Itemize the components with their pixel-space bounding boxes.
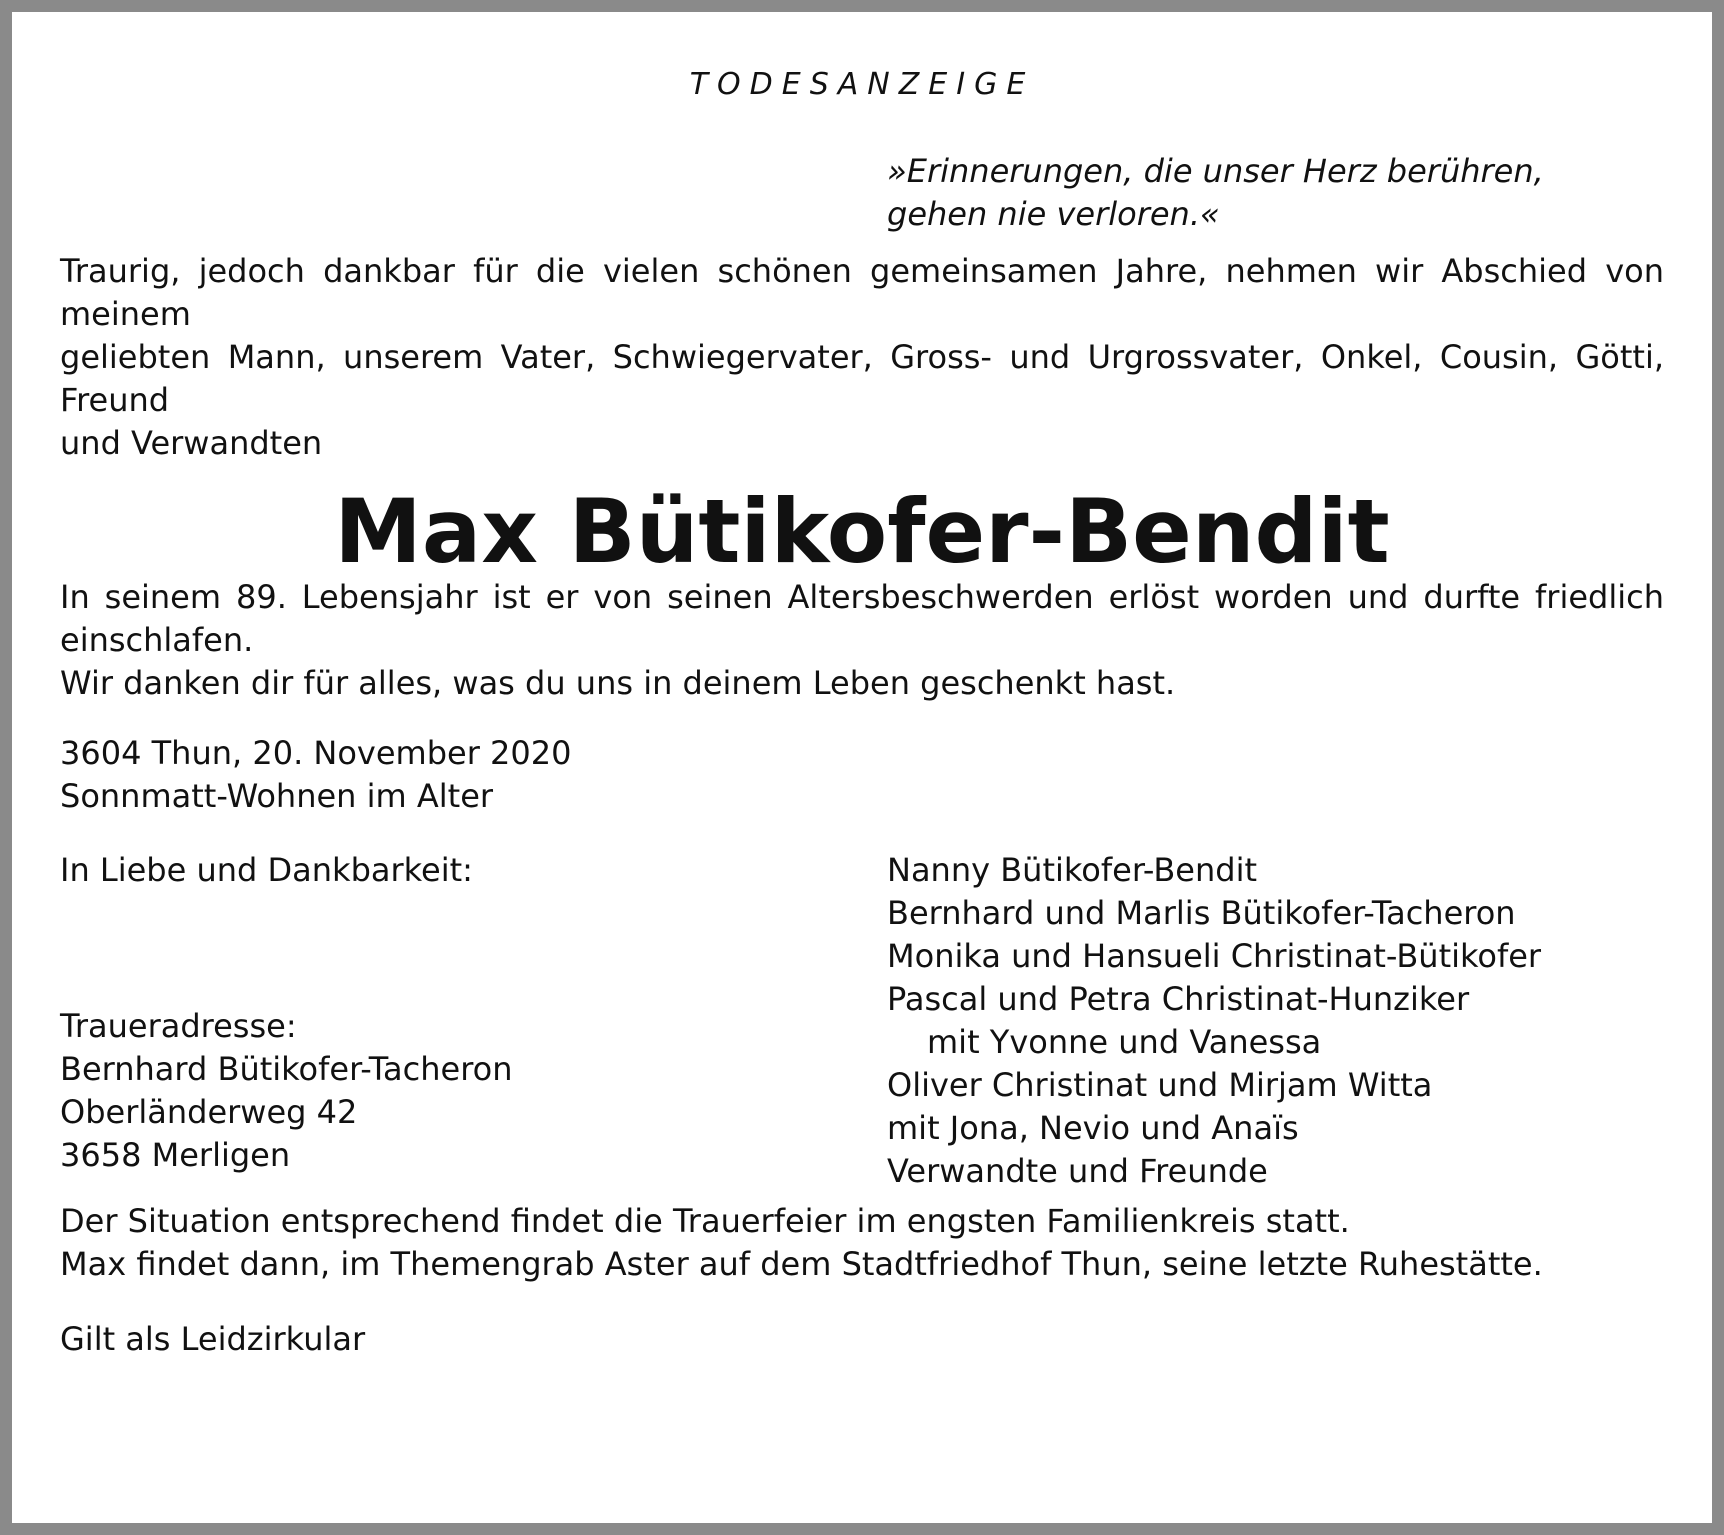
- quote-line-1: »Erinnerungen, die unser Herz berühren,: [887, 152, 1544, 190]
- intro-paragraph: [60, 250, 1664, 465]
- place-date-line-1: 3604 Thun, 20. November 2020: [60, 734, 572, 772]
- mourning-address: [60, 1005, 513, 1177]
- mourner-name: Monika und Hansueli Christinat-Bütikofer: [887, 937, 1542, 975]
- mourner-name: mit Yvonne und Vanessa: [927, 1023, 1322, 1061]
- mourner-name: Verwandte und Freunde: [887, 1152, 1268, 1190]
- circular-note: Gilt als Leidzirkular: [60, 1320, 366, 1358]
- memorial-quote: [887, 150, 1544, 236]
- message-line-3: Wir danken dir für alles, was du uns in deinem Leben geschenkt hast.: [60, 664, 1176, 702]
- funeral-line-2: Max findet dann, im Themengrab Aster auf dem Stadtfriedhof Thun, seine letzte Ruhestätte.: [60, 1245, 1543, 1283]
- intro-line-3: und Verwandten: [60, 424, 323, 462]
- mourner-name: Bernhard und Marlis Bütikofer-Tacheron: [887, 894, 1516, 932]
- mourner-name: Pascal und Petra Christinat-Hunziker: [887, 980, 1470, 1018]
- mourner-name: mit Jona, Nevio und Anaïs: [887, 1109, 1299, 1147]
- place-date: [60, 732, 571, 818]
- funeral-line-1: Der Situation entsprechend findet die Trauerfeier im engsten Familienkreis statt.: [60, 1202, 1350, 1240]
- deceased-name: Max Bütikofer-Bendit: [334, 480, 1390, 583]
- message-line-2: einschlafen.: [60, 621, 254, 659]
- message-line-1: In seinem 89. Lebensjahr ist er von seinen Altersbeschwerden erlöst worden und durfte friedlich: [60, 578, 1664, 616]
- mourning-address-name: Bernhard Bütikofer-Tacheron: [60, 1050, 513, 1088]
- mourning-address-heading: Traueradresse:: [60, 1007, 297, 1045]
- intro-line-1: Traurig, jedoch dankbar für die vielen schönen gemeinsamen Jahre, nehmen wir Abschied von meinem: [60, 252, 1664, 333]
- funeral-information: [60, 1200, 1543, 1286]
- mourners-heading: In Liebe und Dankbarkeit:: [60, 851, 473, 889]
- mourning-address-city: 3658 Merligen: [60, 1136, 291, 1174]
- place-date-line-2: Sonnmatt-Wohnen im Alter: [60, 777, 494, 815]
- mourner-name: Nanny Bütikofer-Bendit: [887, 851, 1257, 889]
- mourner-name: Oliver Christinat und Mirjam Witta: [887, 1066, 1433, 1104]
- quote-line-2: gehen nie verloren.«: [887, 195, 1220, 233]
- obituary-page: [12, 12, 1712, 1523]
- mourners-list: [887, 849, 1541, 1193]
- notice-type-label: TODESANZEIGE: [689, 67, 1035, 102]
- message-paragraph: [60, 576, 1664, 705]
- mourning-address-street: Oberländerweg 42: [60, 1093, 358, 1131]
- intro-line-2: geliebten Mann, unserem Vater, Schwiegervater, Gross- und Urgrossvater, Onkel, Cousin, Götti, Freund: [60, 338, 1664, 419]
